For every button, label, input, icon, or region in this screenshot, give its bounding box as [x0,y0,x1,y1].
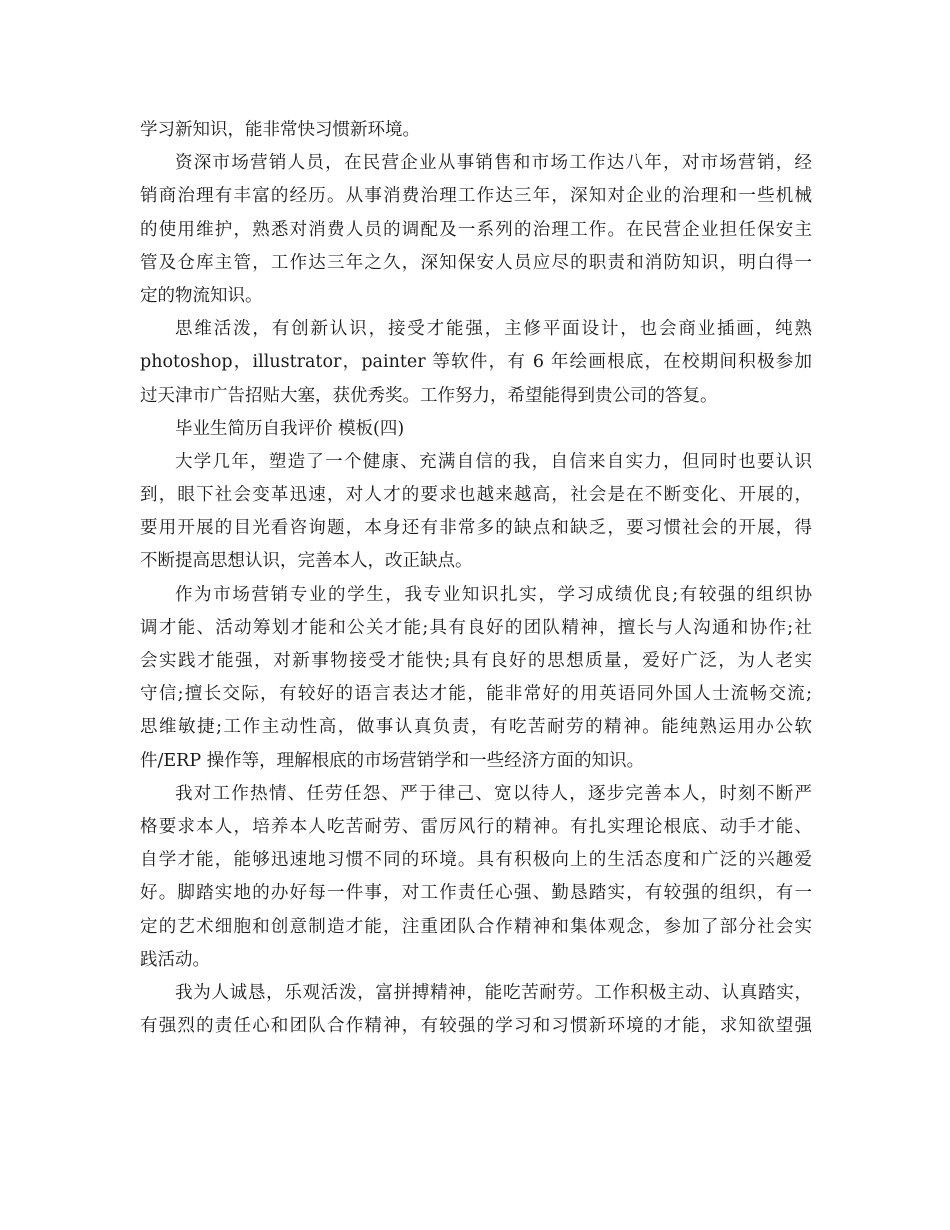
document-body [140,114,812,1043]
text-line: 会实践才能强，对新事物接受才能快;具有良好的思想质量，爱好广泛，为人老实 [140,651,812,671]
text-line: 要用开展的目光看咨询题，本身还有非常多的缺点和缺乏，要习惯社会的开展，得 [140,518,812,539]
paragraph-line: 我对工作热情、任劳任怨、严于律己、宽以待人，逐步完善本人，时刻不断严 [175,783,812,804]
text-line: 自学才能，能够迅速地习惯不同的环境。具有积极向上的生活态度和广泛的兴趣爱 [140,850,812,871]
text-line: 思维敏捷;工作主动性高，做事认真负责，有吃苦耐劳的精神。能纯熟运用办公软 [140,717,812,738]
text-line: 格要求本人，培养本人吃苦耐劳、雷厉风行的精神。有扎实理论根底、动手才能、 [140,816,812,837]
paragraph-line: 资深市场营销人员，在民营企业从事销售和市场工作达八年，对市场营销，经 [175,153,812,174]
text-line: 件/ERP 操作等，理解根底的市场营销学和一些经济方面的知识。 [140,750,645,771]
text-line: 不断提高思想认识，完善本人，改正缺点。 [140,551,473,572]
text-line: photoshop，illustrator，painter 等软件，有 6 年绘画根底，在校期间积极参加 [140,352,812,373]
text-line: 定的艺术细胞和创意制造才能，注重团队合作精神和集体观念，参加了部分社会实 [140,916,812,937]
paragraph-line: 作为市场营销专业的学生，我专业知识扎实，学习成绩优良;有较强的组织协 [175,584,812,605]
paragraph-line: 我为人诚恳，乐观活泼，富拼搏精神，能吃苦耐劳。工作积极主动、认真踏实， [175,982,812,1003]
text-line: 学习新知识，能非常快习惯新环境。 [140,120,420,140]
text-line: 践活动。 [140,949,210,970]
text-line: 有强烈的责任心和团队合作精神，有较强的学习和习惯新环境的才能，求知欲望强 [140,1016,812,1037]
text-line: 的使用维护，熟悉对消费人员的调配及一系列的治理工作。在民营企业担任保安主 [140,219,812,240]
paragraph-line: 大学几年，塑造了一个健康、充满自信的我，自信来自实力，但同时也要认识 [175,451,812,472]
text-line: 销商治理有丰富的经历。从事消费治理工作达三年，深知对企业的治理和一些机械 [140,186,812,207]
section-heading: 毕业生简历自我评价 模板(四) [175,418,405,439]
text-line: 管及仓库主管，工作达三年之久，深知保安人员应尽的职责和消防知识，明白得一 [140,252,812,273]
text-line: 过天津市广告招贴大塞，获优秀奖。工作努力，希望能得到贵公司的答复。 [140,385,718,406]
text-line: 调才能、活动筹划才能和公关才能;具有良好的团队精神，擅长与人沟通和协作;社 [140,617,812,638]
text-line: 好。脚踏实地的办好每一件事，对工作责任心强、勤恳踏实，有较强的组织，有一 [140,883,812,904]
text-line: 守信;擅长交际，有较好的语言表达才能，能非常好的用英语同外国人士流畅交流; [140,684,812,705]
text-line: 定的物流知识。 [140,285,263,306]
paragraph-line: 思维活泼，有创新认识，接受才能强，主修平面设计，也会商业插画，纯熟 [175,319,812,340]
text-line: 到，眼下社会变革迅速，对人才的要求也越来越高，社会是在不断变化、开展的， [140,485,812,506]
